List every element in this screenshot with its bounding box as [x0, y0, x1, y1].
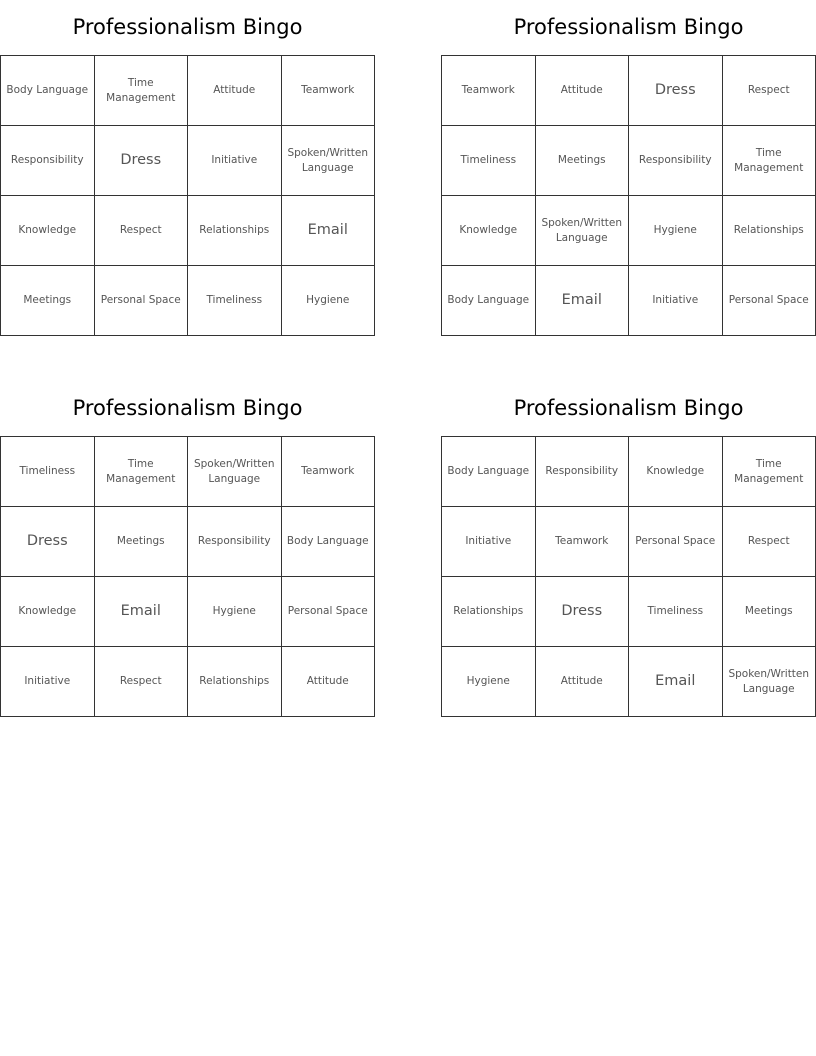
bingo-cell[interactable]: Email — [282, 196, 376, 266]
bingo-cell[interactable]: Hygiene — [629, 196, 723, 266]
bingo-cell[interactable]: Teamwork — [536, 507, 630, 577]
bingo-cell[interactable]: Initiative — [442, 507, 536, 577]
bingo-cell[interactable]: Spoken/Written Language — [282, 126, 376, 196]
bingo-grid — [441, 436, 816, 717]
bingo-cell[interactable]: Relationships — [723, 196, 816, 266]
bingo-cell[interactable]: Respect — [95, 196, 189, 266]
bingo-cell[interactable]: Spoken/Written Language — [536, 196, 630, 266]
bingo-cell[interactable]: Spoken/Written Language — [188, 437, 282, 507]
bingo-cell[interactable]: Meetings — [723, 577, 816, 647]
bingo-cell[interactable]: Responsibility — [188, 507, 282, 577]
bingo-cell[interactable]: Relationships — [188, 647, 282, 717]
bingo-cell[interactable]: Personal Space — [629, 507, 723, 577]
bingo-cell[interactable]: Respect — [723, 507, 816, 577]
bingo-cell[interactable]: Hygiene — [442, 647, 536, 717]
bingo-cell[interactable]: Meetings — [95, 507, 189, 577]
bingo-cell[interactable]: Email — [629, 647, 723, 717]
bingo-cell[interactable]: Meetings — [536, 126, 630, 196]
bingo-cell[interactable]: Meetings — [1, 266, 95, 336]
bingo-cell[interactable]: Dress — [95, 126, 189, 196]
bingo-cell[interactable]: Personal Space — [282, 577, 376, 647]
bingo-cell[interactable]: Relationships — [442, 577, 536, 647]
bingo-cell[interactable]: Initiative — [188, 126, 282, 196]
bingo-cell[interactable]: Knowledge — [442, 196, 536, 266]
card-title: Professionalism Bingo — [72, 396, 303, 420]
bingo-cell[interactable]: Time Management — [723, 437, 816, 507]
card-title: Professionalism Bingo — [513, 15, 744, 39]
bingo-cell[interactable]: Email — [536, 266, 630, 336]
bingo-cell[interactable]: Timeliness — [629, 577, 723, 647]
bingo-card-1 — [0, 0, 375, 336]
bingo-cell[interactable]: Attitude — [282, 647, 376, 717]
bingo-grid — [0, 55, 375, 336]
bingo-grid — [441, 55, 816, 336]
bingo-card-4 — [441, 381, 816, 717]
bingo-cell[interactable]: Knowledge — [629, 437, 723, 507]
bingo-cell[interactable]: Responsibility — [629, 126, 723, 196]
bingo-cell[interactable]: Teamwork — [442, 56, 536, 126]
bingo-cell[interactable]: Personal Space — [723, 266, 816, 336]
bingo-cell[interactable]: Attitude — [536, 647, 630, 717]
bingo-cell[interactable]: Initiative — [629, 266, 723, 336]
bingo-cell[interactable]: Body Language — [442, 266, 536, 336]
bingo-cell[interactable]: Relationships — [188, 196, 282, 266]
bingo-cell[interactable]: Knowledge — [1, 196, 95, 266]
bingo-cell[interactable]: Attitude — [536, 56, 630, 126]
bingo-cell[interactable]: Initiative — [1, 647, 95, 717]
bingo-cell[interactable]: Personal Space — [95, 266, 189, 336]
bingo-cell[interactable]: Body Language — [442, 437, 536, 507]
bingo-cell[interactable]: Timeliness — [442, 126, 536, 196]
bingo-cell[interactable]: Email — [95, 577, 189, 647]
bingo-cell[interactable]: Time Management — [95, 437, 189, 507]
bingo-cell[interactable]: Timeliness — [188, 266, 282, 336]
bingo-card-3 — [0, 381, 375, 717]
bingo-cell[interactable]: Hygiene — [188, 577, 282, 647]
bingo-cell[interactable]: Body Language — [1, 56, 95, 126]
bingo-cell[interactable]: Respect — [95, 647, 189, 717]
bingo-cell[interactable]: Dress — [1, 507, 95, 577]
bingo-cell[interactable]: Timeliness — [1, 437, 95, 507]
bingo-cell[interactable]: Teamwork — [282, 437, 376, 507]
bingo-cell[interactable]: Spoken/Written Language — [723, 647, 816, 717]
bingo-cell[interactable]: Respect — [723, 56, 816, 126]
bingo-cell[interactable]: Knowledge — [1, 577, 95, 647]
bingo-cell[interactable]: Teamwork — [282, 56, 376, 126]
bingo-card-2 — [441, 0, 816, 336]
bingo-cell[interactable]: Body Language — [282, 507, 376, 577]
bingo-cell[interactable]: Time Management — [723, 126, 816, 196]
bingo-cell[interactable]: Dress — [629, 56, 723, 126]
card-title: Professionalism Bingo — [513, 396, 744, 420]
bingo-cell[interactable]: Responsibility — [536, 437, 630, 507]
bingo-cell[interactable]: Attitude — [188, 56, 282, 126]
bingo-cell[interactable]: Time Management — [95, 56, 189, 126]
card-title: Professionalism Bingo — [72, 15, 303, 39]
bingo-cell[interactable]: Hygiene — [282, 266, 376, 336]
bingo-cell[interactable]: Responsibility — [1, 126, 95, 196]
bingo-cell[interactable]: Dress — [536, 577, 630, 647]
bingo-grid — [0, 436, 375, 717]
